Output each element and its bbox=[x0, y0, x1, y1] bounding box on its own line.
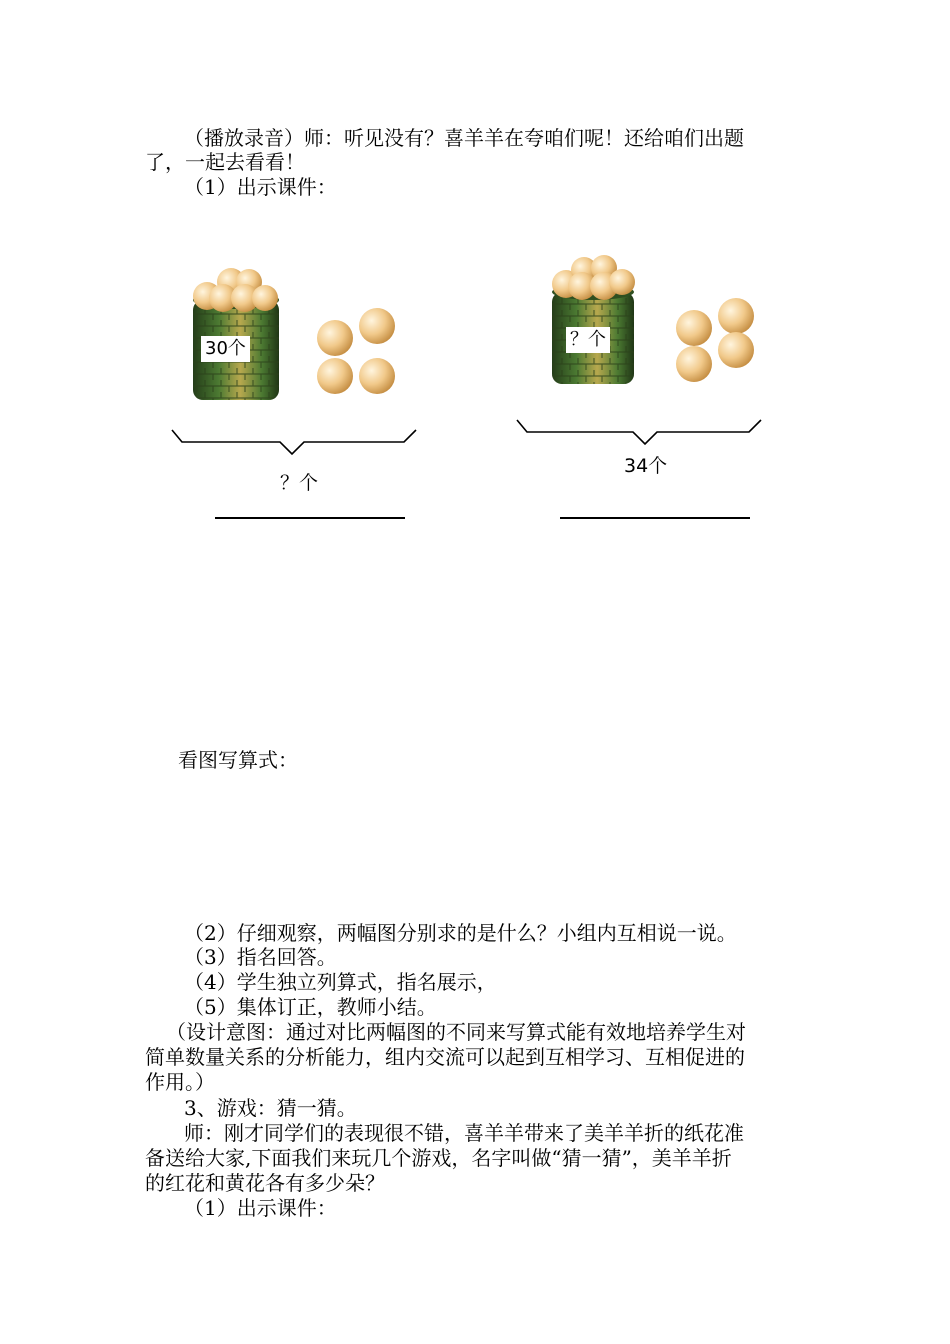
paragraph-line: （4）学生独立列算式，指名展示， bbox=[184, 970, 497, 994]
right-brace bbox=[515, 418, 765, 448]
jar-label: ？个 bbox=[566, 327, 610, 353]
jar-label: 30个 bbox=[201, 336, 250, 362]
paragraph-line: （1）出示课件： bbox=[184, 1196, 337, 1220]
paragraph-line: （设计意图：通过对比两幅图的不同来写算式能有效地培养学生对 bbox=[166, 1020, 746, 1044]
right-figure bbox=[522, 250, 782, 430]
paragraph-line: （2）仔细观察，两幅图分别求的是什么？小组内互相说一说。 bbox=[184, 921, 737, 945]
paragraph-line: 看图写算式： bbox=[178, 748, 298, 772]
loose-fruits-icon bbox=[676, 298, 754, 382]
paragraph-line: 备送给大家,下面我们来玩几个游戏，名字叫做“猜一猜”，美羊羊折 bbox=[145, 1146, 732, 1170]
paragraph-line: （1）出示课件： bbox=[184, 175, 337, 199]
fruit-pile-icon bbox=[193, 268, 278, 312]
left-total-label: ？个 bbox=[280, 472, 319, 494]
loose-fruits-icon bbox=[317, 308, 395, 394]
paragraph-line: （5）集体订正，教师小结。 bbox=[184, 995, 437, 1019]
paragraph-line: 的红花和黄花各有多少朵？ bbox=[145, 1171, 385, 1195]
left-answer-line bbox=[215, 517, 405, 519]
fruit-pile-icon bbox=[552, 255, 635, 300]
paragraph-line: （3）指名回答。 bbox=[184, 945, 337, 969]
left-brace bbox=[170, 428, 420, 458]
right-total-label: 34个 bbox=[624, 455, 668, 477]
paragraph-line: 3、游戏：猜一猜。 bbox=[184, 1096, 357, 1120]
paragraph-line: （播放录音）师：听见没有？喜羊羊在夸咱们呢！还给咱们出题 bbox=[184, 126, 744, 150]
paragraph-line: 师：刚才同学们的表现很不错，喜羊羊带来了美羊羊折的纸花准 bbox=[184, 1121, 744, 1145]
right-answer-line bbox=[560, 517, 750, 519]
paragraph-line: 了，一起去看看！ bbox=[145, 150, 305, 174]
paragraph-line: 作用。） bbox=[145, 1070, 215, 1094]
paragraph-line: 简单数量关系的分析能力，组内交流可以起到互相学习、互相促进的 bbox=[145, 1045, 745, 1069]
